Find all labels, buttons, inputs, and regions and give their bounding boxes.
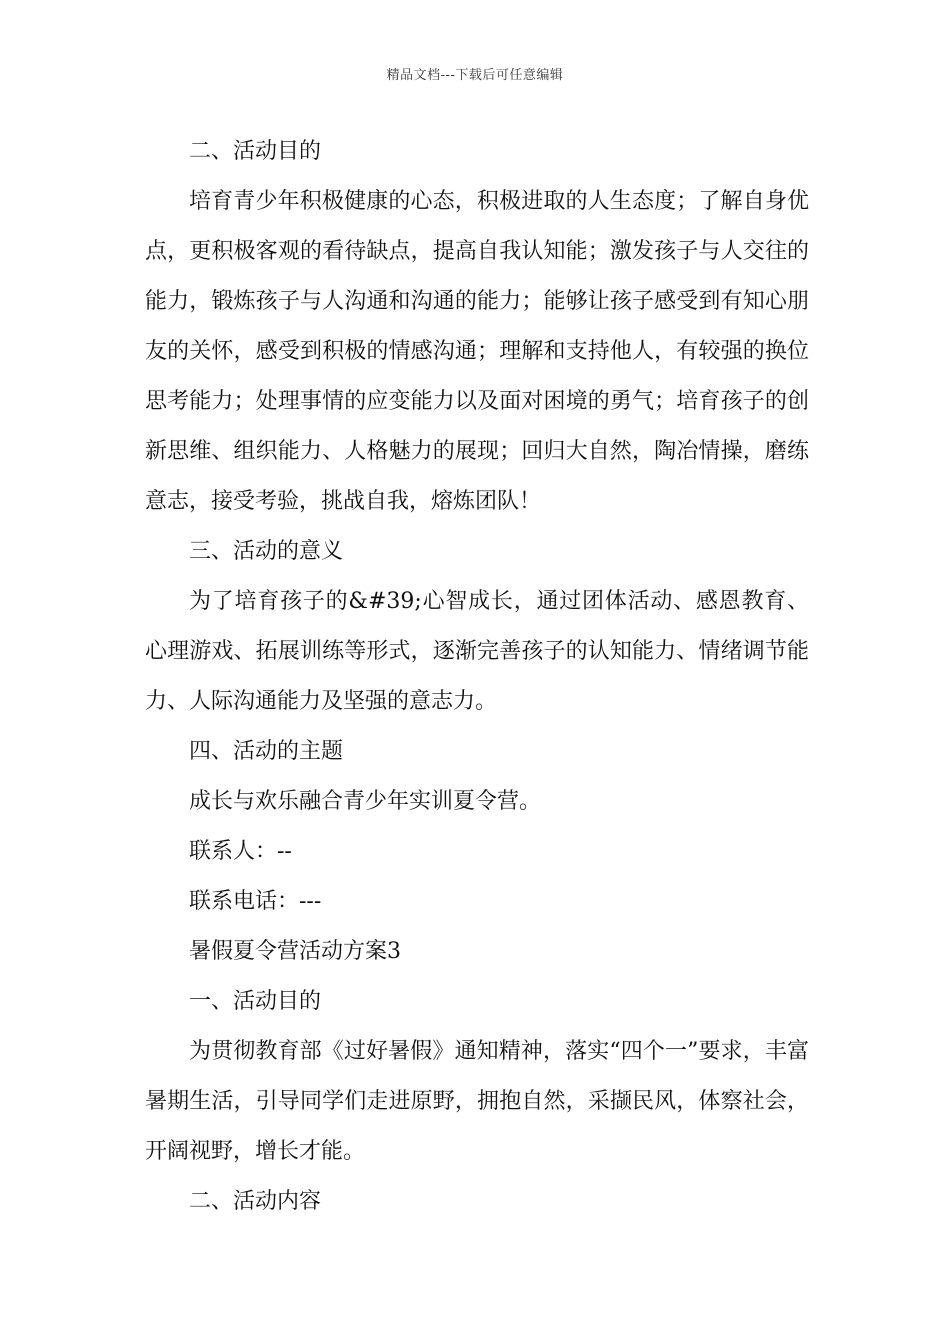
contact-person: 联系人：-- xyxy=(189,839,292,864)
paragraph-purpose: 培育青少年积极健康的心态，积极进取的人生态度；了解自身优点，更积极客观的看待缺点，提高自我认知能；激发孩子与人交往的能力，锻炼孩子与人沟通和沟通的能力；能够让孩子感受到有知心朋友的关怀，感受到积极的情感沟通；理解和支持他人，有较强的换位思考能力；处理事情的应变能力以及面对困境的勇气；培育孩子的创新思维、组织能力、人格魅力的展现；回归大自然，陶冶情操，磨练意志，接受考验，挑战自我，熔炼团队！ xyxy=(145,189,809,514)
page-header: 精品文档---下载后可任意编辑 xyxy=(386,68,564,83)
section-heading-content: 二、活动内容 xyxy=(189,1189,322,1214)
contact-phone: 联系电话：--- xyxy=(189,889,322,914)
section-heading-theme: 四、活动的主题 xyxy=(189,739,344,764)
section-heading-purpose-2: 一、活动目的 xyxy=(189,989,322,1014)
paragraph-theme: 成长与欢乐融合青少年实训夏令营。 xyxy=(189,789,542,814)
paragraph-purpose-2: 为贯彻教育部《过好暑假》通知精神，落实“四个一”要求，丰富暑期生活，引导同学们走进原野，拥抱自然，采撷民风，体察社会，开阔视野，增长才能。 xyxy=(145,1039,809,1164)
section-heading-significance: 三、活动的意义 xyxy=(189,539,344,564)
document-body xyxy=(145,127,809,1227)
section-heading-purpose: 二、活动目的 xyxy=(189,139,322,164)
paragraph-significance: 为了培育孩子的&#39;心智成长，通过团体活动、感恩教育、心理游戏、拓展训练等形式，逐渐完善孩子的认知能力、情绪调节能力、人际沟通能力及坚强的意志力。 xyxy=(145,589,809,714)
plan-title: 暑假夏令营活动方案3 xyxy=(189,939,401,964)
